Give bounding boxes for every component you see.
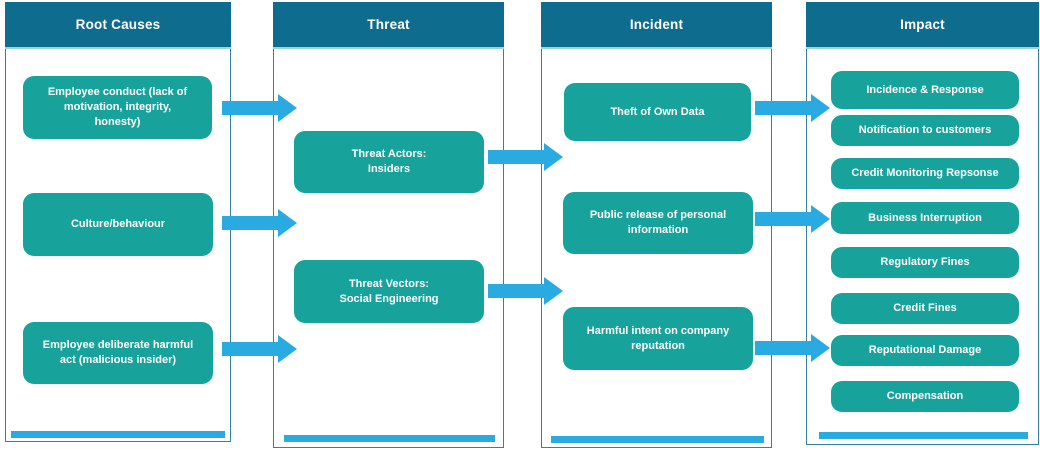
arrow-incident-to-impact-2 xyxy=(755,205,829,233)
box-label-line: Compensation xyxy=(886,390,964,402)
box-label-line: Regulatory Fines xyxy=(880,256,970,268)
arrow-head-icon xyxy=(544,277,563,305)
arrow-shaft xyxy=(222,216,278,230)
arrow-incident-to-impact-1 xyxy=(755,94,829,122)
box-label-line: reputation xyxy=(631,339,685,352)
box-regulatory-fines xyxy=(831,247,1019,278)
arrow-threat-to-incident-1 xyxy=(488,143,562,171)
column-incident xyxy=(541,2,772,448)
box-label-line: Employee conduct (lack of xyxy=(47,86,188,98)
box-notification-to-customers xyxy=(831,115,1019,146)
arrow-threat-to-incident-2 xyxy=(488,277,562,305)
arrow-shaft xyxy=(755,212,811,226)
column-title: Incident xyxy=(629,17,684,32)
box-label-line: Credit Fines xyxy=(893,302,957,314)
box-business-interruption xyxy=(831,202,1019,234)
column-accent-bar xyxy=(819,432,1028,439)
box-label-line: Business Interruption xyxy=(868,211,982,224)
box-incidence-response xyxy=(831,71,1019,109)
box-label-line: Notification to customers xyxy=(858,124,992,136)
box-label-line: Employee deliberate harmful xyxy=(42,339,194,351)
arrow-rootcauses-to-threat-1 xyxy=(222,94,296,122)
arrow-head-icon xyxy=(278,94,297,122)
arrow-incident-to-impact-3 xyxy=(755,334,829,362)
box-label-line: Culture/behaviour xyxy=(70,218,166,230)
column-accent-bar xyxy=(551,436,764,443)
arrow-head-icon xyxy=(811,334,830,362)
column-threat xyxy=(273,2,504,448)
box-deliberate-harmful-act xyxy=(23,322,213,384)
column-impact xyxy=(806,2,1039,445)
arrow-shaft xyxy=(755,341,811,355)
box-label-line: Social Engineering xyxy=(339,292,439,305)
box-label-line: Threat Vectors: xyxy=(348,277,430,290)
box-public-release-personal-info xyxy=(563,192,753,254)
box-label-line: Theft of Own Data xyxy=(610,105,705,118)
box-reputational-damage xyxy=(831,335,1019,366)
box-label-line: act (malicious insider) xyxy=(59,354,177,366)
box-employee-conduct xyxy=(23,76,212,139)
arrow-head-icon xyxy=(811,94,830,122)
box-label-line: Reputational Damage xyxy=(868,344,982,356)
box-label-line: Insiders xyxy=(367,163,411,175)
column-header-impact xyxy=(806,2,1039,49)
box-culture-behaviour xyxy=(23,193,213,256)
box-theft-of-own-data xyxy=(564,83,751,141)
column-header-threat xyxy=(273,2,504,49)
arrow-head-icon xyxy=(278,209,297,237)
arrow-shaft xyxy=(488,150,544,164)
box-harmful-intent-reputation xyxy=(563,307,753,370)
arrow-shaft xyxy=(222,101,278,115)
box-credit-monitoring-response xyxy=(831,158,1019,189)
arrow-head-icon xyxy=(811,205,830,233)
box-label-line: information xyxy=(627,224,689,236)
column-header-root-causes xyxy=(5,2,231,49)
box-label-line: Harmful intent on company xyxy=(586,324,730,337)
box-label-line: Public release of personal xyxy=(589,209,727,221)
arrow-rootcauses-to-threat-2 xyxy=(222,209,296,237)
box-label-line: Incidence & Response xyxy=(866,83,984,96)
box-threat-vectors-social-engineering xyxy=(294,260,484,323)
arrow-head-icon xyxy=(544,143,563,171)
box-label-line: Threat Actors: xyxy=(351,148,427,160)
arrow-shaft xyxy=(755,101,811,115)
column-header-incident xyxy=(541,2,772,49)
arrow-shaft xyxy=(222,342,278,356)
column-title: Threat xyxy=(367,17,410,32)
box-credit-fines xyxy=(831,293,1019,324)
box-threat-actors-insiders xyxy=(294,131,484,193)
arrow-shaft xyxy=(488,284,544,298)
column-accent-bar xyxy=(284,435,495,442)
box-label-line: motivation, integrity, xyxy=(63,101,172,113)
arrow-head-icon xyxy=(278,335,297,363)
box-label-line: Credit Monitoring Repsonse xyxy=(851,167,999,179)
column-accent-bar xyxy=(11,431,225,438)
column-title: Impact xyxy=(900,17,945,32)
column-title: Root Causes xyxy=(75,17,161,32)
column-root-causes xyxy=(5,2,231,442)
arrow-rootcauses-to-threat-3 xyxy=(222,335,296,363)
box-label-line: honesty) xyxy=(94,116,141,128)
box-compensation xyxy=(831,381,1019,412)
